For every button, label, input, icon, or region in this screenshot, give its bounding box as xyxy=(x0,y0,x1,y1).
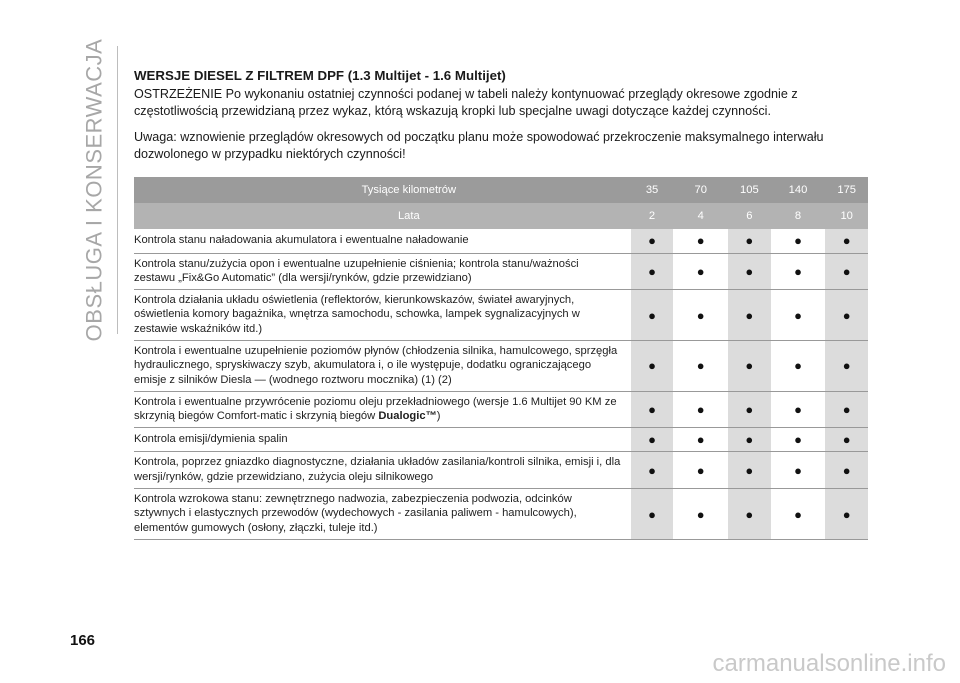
schedule-dot: ● xyxy=(825,489,868,540)
schedule-dot: ● xyxy=(777,489,820,540)
schedule-dot: ● xyxy=(777,253,820,290)
section-title-vertical: OBSŁUGA I KONSERWACJA xyxy=(81,38,106,342)
maintenance-task xyxy=(134,340,625,391)
year-header-cell: 2 xyxy=(631,203,674,229)
schedule-dot: ● xyxy=(825,290,868,341)
schedule-dot: ● xyxy=(777,340,820,391)
schedule-dot: ● xyxy=(631,340,674,391)
schedule-dot: ● xyxy=(777,428,820,452)
schedule-dot: ● xyxy=(728,340,771,391)
schedule-dot: ● xyxy=(728,290,771,341)
schedule-dot: ● xyxy=(825,229,868,253)
schedule-dot: ● xyxy=(777,229,820,253)
note-paragraph: Uwaga: wznowienie przeglądów okresowych od początku planu może spowodować przekroczenie maksymalnego interwału dozwolonego w przypadku niektórych czynności! xyxy=(134,130,824,161)
schedule-dot: ● xyxy=(679,428,722,452)
schedule-dot: ● xyxy=(631,290,674,341)
schedule-dot: ● xyxy=(679,229,722,253)
table-row xyxy=(134,253,868,290)
schedule-dot: ● xyxy=(679,452,722,489)
table-row xyxy=(134,391,868,428)
schedule-dot: ● xyxy=(728,428,771,452)
header-years-label: Lata xyxy=(134,203,625,229)
maintenance-task-text: Kontrola, poprzez gniazdko diagnostyczne, działania układów zasilania/kontroli silnika, emisji i, dla wersji/rynków, gdzie przewidziano, zużycia oleju silnikowego xyxy=(134,456,621,483)
table-row xyxy=(134,489,868,540)
schedule-dot: ● xyxy=(679,290,722,341)
table-row xyxy=(134,290,868,341)
header-km-label: Tysiące kilometrów xyxy=(134,177,625,203)
km-header-cell: 175 xyxy=(825,177,868,203)
maintenance-task-bold: Dualogic™ xyxy=(378,410,437,423)
maintenance-task-text: Kontrola wzrokowa stanu: zewnętrznego nadwozia, zabezpieczenia podwozia, odcinków sztywnych i elastycznych przewodów (wydechowych - zasilania paliwem - hamulcowych), elementów gumowych (osłony, złączki, tuleje itd.) xyxy=(134,493,577,534)
year-header-cell: 6 xyxy=(728,203,771,229)
schedule-dot: ● xyxy=(825,340,868,391)
maintenance-task xyxy=(134,452,625,489)
watermark-logo: carmanualsonline.info xyxy=(712,650,946,677)
service-schedule-table xyxy=(134,177,868,540)
page-heading: WERSJE DIESEL Z FILTREM DPF (1.3 Multijet - 1.6 Multijet) xyxy=(134,68,506,83)
km-header-cell: 140 xyxy=(777,177,820,203)
warning-paragraph: OSTRZEŻENIE Po wykonaniu ostatniej czynności podanej w tabeli należy kontynuować przeglądy okresowe zgodnie z częstotliwością przewidzianą przez wykaz, którą wskazują kropki lub specjalne uwagi dotyczące każdej czynności. xyxy=(134,87,798,118)
schedule-dot: ● xyxy=(679,253,722,290)
schedule-dot: ● xyxy=(777,290,820,341)
maintenance-task-text: Kontrola działania układu oświetlenia (reflektorów, kierunkowskazów, świateł awaryjnych, oświetlenia komory bagażnika, wnętrza samochodu, schowka, lampek sygnalizacyjnych w zestawie wskaźników itd.) xyxy=(134,294,580,335)
maintenance-task xyxy=(134,489,625,540)
schedule-dot: ● xyxy=(631,229,674,253)
schedule-dot: ● xyxy=(679,340,722,391)
schedule-dot: ● xyxy=(777,391,820,428)
schedule-dot: ● xyxy=(631,391,674,428)
schedule-dot: ● xyxy=(728,452,771,489)
table-row xyxy=(134,340,868,391)
maintenance-task xyxy=(134,290,625,341)
year-header-cell: 10 xyxy=(825,203,868,229)
table-row xyxy=(134,428,868,452)
km-header-cell: 35 xyxy=(631,177,674,203)
year-header-cell: 8 xyxy=(777,203,820,229)
schedule-dot: ● xyxy=(825,428,868,452)
maintenance-task-suffix: ) xyxy=(436,410,441,423)
maintenance-task-text: Kontrola emisji/dymienia spalin xyxy=(134,433,288,446)
maintenance-task xyxy=(134,253,625,290)
maintenance-task-text: Kontrola i ewentualne uzupełnienie poziomów płynów (chłodzenia silnika, hamulcowego, sprzęgła hydraulicznego, spryskiwaczy szyb, akumulatora i, o ile występuje, dodatku ograniczającego emisje z silników Diesla — (wodnego roztworu mocznika) (1) (2) xyxy=(134,344,618,386)
schedule-dot: ● xyxy=(679,391,722,428)
schedule-dot: ● xyxy=(825,391,868,428)
schedule-dot: ● xyxy=(728,489,771,540)
schedule-dot: ● xyxy=(728,253,771,290)
schedule-dot: ● xyxy=(631,253,674,290)
km-header-cell: 70 xyxy=(679,177,722,203)
maintenance-task xyxy=(134,229,625,253)
schedule-dot: ● xyxy=(825,253,868,290)
table-row xyxy=(134,452,868,489)
table-row xyxy=(134,229,868,253)
page-content xyxy=(134,68,868,540)
schedule-dot: ● xyxy=(631,452,674,489)
schedule-dot: ● xyxy=(631,428,674,452)
schedule-dot: ● xyxy=(825,452,868,489)
schedule-dot: ● xyxy=(728,229,771,253)
maintenance-task xyxy=(134,391,625,428)
maintenance-task-text: Kontrola stanu naładowania akumulatora i ewentualne naładowanie xyxy=(134,234,469,247)
header-row-km xyxy=(134,177,868,203)
section-divider xyxy=(117,46,118,334)
page-number: 166 xyxy=(70,632,96,649)
maintenance-task xyxy=(134,428,625,452)
km-header-cell: 105 xyxy=(728,177,771,203)
header-row-years xyxy=(134,203,868,229)
maintenance-task-text: Kontrola stanu/zużycia opon i ewentualne uzupełnienie ciśnienia; kontrola stanu/ważności zestawu „Fix&Go Automatic” (dla wersji/rynków, gdzie przewidziano) xyxy=(134,257,579,284)
maintenance-task-text: Kontrola i ewentualne przywrócenie poziomu oleju przekładniowego (wersje 1.6 Multijet 90 KM ze skrzynią biegów Comfort-matic i skrzynią biegów xyxy=(134,395,617,423)
schedule-dot: ● xyxy=(631,489,674,540)
year-header-cell: 4 xyxy=(679,203,722,229)
schedule-dot: ● xyxy=(777,452,820,489)
schedule-dot: ● xyxy=(679,489,722,540)
schedule-dot: ● xyxy=(728,391,771,428)
